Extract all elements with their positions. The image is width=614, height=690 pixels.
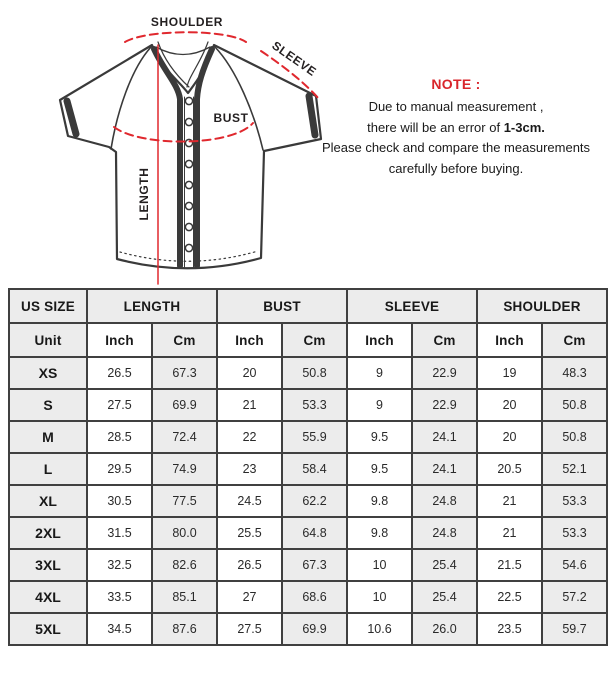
length-label: LENGTH bbox=[137, 167, 151, 221]
value-cell: 23 bbox=[217, 453, 282, 485]
value-cell: 24.8 bbox=[412, 485, 477, 517]
value-cell: 24.8 bbox=[412, 517, 477, 549]
value-cell: 31.5 bbox=[87, 517, 152, 549]
table-unit-row bbox=[9, 323, 607, 357]
value-cell: 22.5 bbox=[477, 581, 542, 613]
value-cell: 53.3 bbox=[282, 389, 347, 421]
unit-cm-header: Cm bbox=[152, 323, 217, 357]
value-cell: 80.0 bbox=[152, 517, 217, 549]
value-cell: 50.8 bbox=[542, 389, 607, 421]
value-cell: 74.9 bbox=[152, 453, 217, 485]
unit-cm-header: Cm bbox=[282, 323, 347, 357]
value-cell: 9 bbox=[347, 357, 412, 389]
size-cell: XL bbox=[9, 485, 87, 517]
value-cell: 9.8 bbox=[347, 517, 412, 549]
value-cell: 50.8 bbox=[282, 357, 347, 389]
note-title: NOTE : bbox=[431, 76, 481, 92]
value-cell: 10.6 bbox=[347, 613, 412, 645]
value-cell: 72.4 bbox=[152, 421, 217, 453]
unit-header: Unit bbox=[9, 323, 87, 357]
table-row bbox=[9, 421, 607, 453]
unit-inch-header: Inch bbox=[477, 323, 542, 357]
value-cell: 10 bbox=[347, 549, 412, 581]
unit-inch-header: Inch bbox=[87, 323, 152, 357]
value-cell: 26.0 bbox=[412, 613, 477, 645]
value-cell: 50.8 bbox=[542, 421, 607, 453]
table-group-header-row bbox=[9, 289, 607, 323]
value-cell: 69.9 bbox=[152, 389, 217, 421]
value-cell: 57.2 bbox=[542, 581, 607, 613]
value-cell: 32.5 bbox=[87, 549, 152, 581]
table-row bbox=[9, 453, 607, 485]
table-row bbox=[9, 549, 607, 581]
value-cell: 82.6 bbox=[152, 549, 217, 581]
size-cell: 5XL bbox=[9, 613, 87, 645]
note-block bbox=[300, 76, 612, 179]
value-cell: 59.7 bbox=[542, 613, 607, 645]
note-line: Due to manual measurement , bbox=[368, 99, 544, 114]
value-cell: 9 bbox=[347, 389, 412, 421]
value-cell: 27.5 bbox=[217, 613, 282, 645]
value-cell: 26.5 bbox=[87, 357, 152, 389]
table-row bbox=[9, 517, 607, 549]
value-cell: 53.3 bbox=[542, 517, 607, 549]
value-cell: 25.5 bbox=[217, 517, 282, 549]
value-cell: 52.1 bbox=[542, 453, 607, 485]
value-cell: 9.5 bbox=[347, 453, 412, 485]
size-cell: 4XL bbox=[9, 581, 87, 613]
table-row bbox=[9, 581, 607, 613]
value-cell: 29.5 bbox=[87, 453, 152, 485]
value-cell: 85.1 bbox=[152, 581, 217, 613]
value-cell: 64.8 bbox=[282, 517, 347, 549]
bust-label: BUST bbox=[213, 111, 249, 125]
value-cell: 22.9 bbox=[412, 389, 477, 421]
note-line: carefully before buying. bbox=[388, 160, 524, 176]
value-cell: 24.1 bbox=[412, 421, 477, 453]
column-header-length: LENGTH bbox=[87, 289, 217, 323]
value-cell: 25.4 bbox=[412, 581, 477, 613]
value-cell: 58.4 bbox=[282, 453, 347, 485]
table-row bbox=[9, 389, 607, 421]
size-cell: S bbox=[9, 389, 87, 421]
value-cell: 20 bbox=[477, 389, 542, 421]
value-cell: 67.3 bbox=[282, 549, 347, 581]
value-cell: 20 bbox=[217, 357, 282, 389]
value-cell: 69.9 bbox=[282, 613, 347, 645]
note-text bbox=[300, 97, 612, 179]
note-line: there will be an error of 1-3cm. bbox=[367, 119, 545, 135]
value-cell: 24.1 bbox=[412, 453, 477, 485]
size-cell: 2XL bbox=[9, 517, 87, 549]
value-cell: 27 bbox=[217, 581, 282, 613]
table-row bbox=[9, 613, 607, 645]
size-cell: 3XL bbox=[9, 549, 87, 581]
value-cell: 24.5 bbox=[217, 485, 282, 517]
note-line: Please check and compare the measurements bbox=[321, 140, 591, 155]
value-cell: 10 bbox=[347, 581, 412, 613]
value-cell: 21 bbox=[477, 517, 542, 549]
value-cell: 54.6 bbox=[542, 549, 607, 581]
value-cell: 23.5 bbox=[477, 613, 542, 645]
unit-cm-header: Cm bbox=[542, 323, 607, 357]
table-row bbox=[9, 357, 607, 389]
value-cell: 55.9 bbox=[282, 421, 347, 453]
table-row bbox=[9, 485, 607, 517]
value-cell: 87.6 bbox=[152, 613, 217, 645]
column-header-us-size: US SIZE bbox=[9, 289, 87, 323]
value-cell: 19 bbox=[477, 357, 542, 389]
column-header-sleeve: SLEEVE bbox=[347, 289, 477, 323]
unit-inch-header: Inch bbox=[347, 323, 412, 357]
size-cell: M bbox=[9, 421, 87, 453]
value-cell: 26.5 bbox=[217, 549, 282, 581]
value-cell: 9.5 bbox=[347, 421, 412, 453]
unit-inch-header: Inch bbox=[217, 323, 282, 357]
sleeve-label: SLEEVE bbox=[269, 38, 320, 80]
value-cell: 22 bbox=[217, 421, 282, 453]
value-cell: 22.9 bbox=[412, 357, 477, 389]
value-cell: 28.5 bbox=[87, 421, 152, 453]
value-cell: 34.5 bbox=[87, 613, 152, 645]
value-cell: 68.6 bbox=[282, 581, 347, 613]
unit-cm-header: Cm bbox=[412, 323, 477, 357]
size-chart-table bbox=[8, 288, 608, 646]
value-cell: 21.5 bbox=[477, 549, 542, 581]
value-cell: 77.5 bbox=[152, 485, 217, 517]
value-cell: 67.3 bbox=[152, 357, 217, 389]
value-cell: 25.4 bbox=[412, 549, 477, 581]
column-header-bust: BUST bbox=[217, 289, 347, 323]
value-cell: 30.5 bbox=[87, 485, 152, 517]
size-cell: L bbox=[9, 453, 87, 485]
size-cell: XS bbox=[9, 357, 87, 389]
value-cell: 62.2 bbox=[282, 485, 347, 517]
value-cell: 9.8 bbox=[347, 485, 412, 517]
shoulder-measure-line bbox=[125, 32, 246, 42]
value-cell: 48.3 bbox=[542, 357, 607, 389]
value-cell: 20.5 bbox=[477, 453, 542, 485]
shoulder-label: SHOULDER bbox=[150, 15, 224, 29]
value-cell: 20 bbox=[477, 421, 542, 453]
value-cell: 53.3 bbox=[542, 485, 607, 517]
value-cell: 21 bbox=[217, 389, 282, 421]
column-header-shoulder: SHOULDER bbox=[477, 289, 607, 323]
value-cell: 33.5 bbox=[87, 581, 152, 613]
value-cell: 21 bbox=[477, 485, 542, 517]
value-cell: 27.5 bbox=[87, 389, 152, 421]
